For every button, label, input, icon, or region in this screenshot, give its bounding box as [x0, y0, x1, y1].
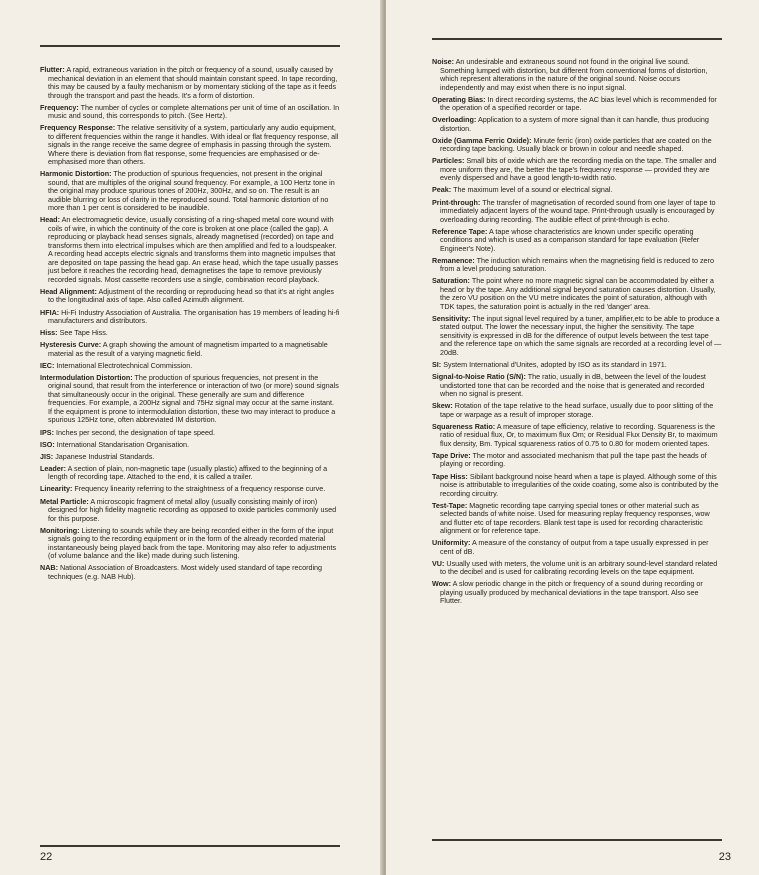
- glossary-term: Sensitivity:: [432, 313, 471, 323]
- glossary-term: SI:: [432, 360, 442, 370]
- glossary-definition: The point where no more magnetic signal can be accommodated by either a head or by the tape. Any additional signal beyond saturation causes distortion. Usually, the zero VU position on the VU metre indicates the point of saturation, although with TDK tapes, the saturation point is actually in the red 'danger' area.: [440, 276, 716, 311]
- glossary-entry: [432, 452, 722, 469]
- glossary-definition: A section of plain, non-magnetic tape (usually plastic) affixed to the beginning of a length of recording tape. Attached to the end, it is called a trailer.: [48, 463, 328, 482]
- glossary-entry: [40, 66, 340, 100]
- glossary-term: Monitoring:: [40, 525, 80, 535]
- glossary-definition: Application to a system of more signal than it can handle, thus producing distortion.: [440, 115, 709, 133]
- glossary-term: Leader:: [40, 463, 66, 473]
- glossary-entries: [432, 58, 722, 609]
- glossary-term: Test-Tape:: [432, 500, 468, 510]
- bottom-rule: [432, 839, 722, 841]
- glossary-definition: Small bits of oxide which are the recording media on the tape. The smaller and more uniform they are, the better the tape's frequency response — provided they are evenly dispersed and have a good length-to-width ratio.: [440, 156, 717, 183]
- glossary-term: Oxide (Gamma Ferric Oxide):: [432, 135, 532, 145]
- glossary-definition: A rapid, extraneous variation in the pitch or frequency of a sound, usually caused by mechanical deviation in an element that should maintain constant speed. In tape recording, this may be caused by a faulty mechanism or by momentary sticking of the tape as it feeds through the transport and past the heads. It's a form of distortion.: [48, 65, 338, 100]
- glossary-term: IPS:: [40, 427, 54, 437]
- glossary-term: Flutter:: [40, 65, 65, 74]
- glossary-entry: [40, 362, 340, 371]
- glossary-entry: [432, 137, 722, 154]
- glossary-entry: [40, 441, 340, 450]
- glossary-definition: The induction which remains when the magnetising field is reduced to zero from a level producing saturation.: [440, 255, 714, 274]
- glossary-definition: The ratio, usually in dB, between the level of the loudest undistorted tone that can be recorded and the noise that is generated and recorded when no signal is present.: [440, 372, 706, 399]
- glossary-definition: Adjustment of the recording or reproducing head so that it's at right angles to the longitudinal axis of tape. Also called Azimuth alignment.: [48, 286, 334, 305]
- glossary-term: IEC:: [40, 360, 55, 370]
- glossary-entry: [40, 341, 340, 358]
- glossary-entry: [432, 580, 722, 606]
- glossary-definition: The motor and associated mechanism that pull the tape past the heads of playing or recording.: [440, 450, 707, 469]
- glossary-entries: [40, 66, 340, 585]
- glossary-definition: A measure of the constancy of output from a tape usually expressed in per cent of dB.: [440, 538, 709, 556]
- glossary-entry: [40, 453, 340, 462]
- glossary-entry: [432, 373, 722, 399]
- glossary-term: Operating Bias:: [432, 94, 486, 104]
- glossary-term: Signal-to-Noise Ratio (S/N):: [432, 372, 526, 382]
- glossary-entry: [432, 257, 722, 274]
- glossary-term: Metal Particle:: [40, 496, 89, 506]
- glossary-definition: Hi-Fi Industry Association of Australia. The organisation has 19 members of leading hi-fi manufacturers and distributors.: [48, 307, 340, 326]
- glossary-entry: [432, 361, 722, 370]
- glossary-definition: The production of spurious frequencies, not present in the original sound, that are multiples of the original sound frequency. For example, a 100 Hertz tone in the original may produce spurious tones of 200Hz, 300Hz, and so on. The result is an audible blurring or loss of clarity in the reproduced sound. Total harmonic distortion of no more than 1 per cent is considered to be inaudible.: [48, 169, 335, 213]
- glossary-definition: Rotation of the tape relative to the head surface, usually due to poor slitting of the tape or warpage as a result of improper storage.: [440, 401, 714, 419]
- glossary-term: Noise:: [432, 57, 454, 66]
- glossary-term: Intermodulation Distortion:: [40, 372, 133, 382]
- top-rule: [40, 45, 340, 47]
- glossary-definition: In direct recording systems, the AC bias level which is recommended for the operation of a specified recorder or tape.: [440, 94, 717, 113]
- glossary-term: Hysteresis Curve:: [40, 340, 102, 350]
- glossary-definition: Usually used with meters, the volume unit is an arbitrary sound-level standard related to the decibel and is used for calibrating recording levels on the tape equipment.: [440, 558, 718, 577]
- glossary-entry: [40, 498, 340, 524]
- glossary-term: Tape Hiss:: [432, 471, 468, 481]
- glossary-entry: [432, 96, 722, 113]
- glossary-definition: A tape whose characteristics are known under specific operating conditions and which is used as a comparison standard for tape evaluation (Refer Engineer's Note).: [440, 226, 700, 253]
- glossary-term: JIS:: [40, 451, 54, 461]
- glossary-entry: [432, 423, 722, 449]
- top-rule: [432, 38, 722, 40]
- glossary-definition: A slow periodic change in the pitch or frequency of a sound during recording or playing usually produced by mechanical deviations in the tape transport. Also see Flutter.: [440, 579, 703, 606]
- glossary-term: ISO:: [40, 439, 55, 449]
- glossary-term: Squareness Ratio:: [432, 421, 496, 431]
- glossary-definition: An electromagnetic device, usually consisting of a ring-shaped metal core wound with coils of wire, in which the continuity of the core is broken at one place (called the gap). A reproducing or playback head senses signals, already magnetised (recorded) on tape and transforms them into electrical impulses which are then amplified and fed to a loudspeaker. A recording head accepts electric signals and transforms them into magnetic impulses that are deposited on tape passing the head gap. An erase head, which the tape usually passes just before it reaches the recording head, demagnetises the tape to remove previously recorded signals. Most cassette recorders use a single, combination record playback.: [48, 215, 339, 284]
- glossary-definition: An undesirable and extraneous sound not found in the original live sound. Something lumped with distortion, but different from conventional forms of distortion, which represent alterations in the nature of the original sound. Noise occurs independently and may exist when there is no input signal.: [440, 57, 708, 92]
- glossary-definition: The transfer of magnetisation of recorded sound from one layer of tape to immediately adjacent layers of the wound tape. Print-through usually is encouraged by overloading during recording. The audible effect of print-through is echo.: [440, 197, 716, 224]
- glossary-term: Particles:: [432, 156, 465, 166]
- glossary-entry: [40, 309, 340, 326]
- glossary-definition: Sibilant background noise heard when a tape is played. Although some of this noise is attributable to irregularities of the oxide coating, some also is contributed by the recording circuitry.: [440, 471, 719, 498]
- glossary-entry: [40, 216, 340, 284]
- glossary-entry: [432, 315, 722, 358]
- glossary-entry: [40, 374, 340, 425]
- glossary-definition: Frequency linearity referring to the straightness of a frequency response curve.: [74, 484, 326, 494]
- glossary-term: Harmonic Distortion:: [40, 169, 112, 179]
- page-number: 22: [40, 851, 53, 863]
- glossary-term: Wow:: [432, 579, 452, 589]
- glossary-term: NAB:: [40, 563, 58, 573]
- glossary-entry: [40, 124, 340, 167]
- glossary-definition: National Association of Broadcasters. Most widely used standard of tape recording techniques (e.g. NAB Hub).: [48, 563, 323, 581]
- glossary-term: Reference Tape:: [432, 226, 488, 236]
- glossary-definition: International Standarisation Organisation.: [56, 439, 190, 449]
- glossary-definition: The input signal level required by a tuner, amplifier,etc to be able to produce a stated output. The lower the necessary input, the higher the sensitivity. The tape sensitivity is expressed in dB for the difference of output levels between the test tape and the reference tape on which the same signals are recorded at a recording level of — 20dB.: [440, 313, 722, 357]
- glossary-entry: [432, 157, 722, 183]
- glossary-entry: [432, 277, 722, 311]
- bottom-rule: [40, 845, 340, 847]
- glossary-definition: A microscopic fragment of metal alloy (usually consisting mainly of iron) designed for high fidelity magnetic recording as opposed to oxide particles commonly used for this purpose.: [48, 496, 337, 523]
- glossary-term: Peak:: [432, 185, 452, 195]
- glossary-term: VU:: [432, 558, 445, 568]
- glossary-definition: The production of spurious frequencies, not present in the original sound, that result from the interference or interaction of two (or more) sound signals that simultaneously occur in the original. These generally are sum and difference frequencies. For example, a 200Hz signal and 75Hz signal may occur at the same instant. If the equipment is prone to intermodulation distortion, these two may interact to produce a spurious 125Hz tone, often abbreviated IM distortion.: [48, 372, 339, 425]
- glossary-entry: [40, 465, 340, 482]
- glossary-term: Frequency Response:: [40, 123, 116, 133]
- glossary-definition: Japanese Industrial Standards.: [55, 451, 155, 461]
- glossary-entry: [432, 58, 722, 92]
- glossary-entry: [40, 104, 340, 121]
- glossary-definition: Inches per second, the designation of tape speed.: [55, 427, 216, 437]
- glossary-definition: See Tape Hiss.: [59, 328, 108, 338]
- glossary-entry: [40, 429, 340, 438]
- glossary-entry: [432, 228, 722, 254]
- glossary-term: Head:: [40, 215, 60, 225]
- glossary-entry: [432, 539, 722, 556]
- glossary-definition: International Electrotechnical Commission.: [56, 360, 193, 370]
- glossary-entry: [432, 502, 722, 536]
- glossary-entry: [40, 485, 340, 494]
- glossary-term: Overloading:: [432, 115, 477, 125]
- glossary-entry: [432, 186, 722, 195]
- glossary-definition: A measure of tape efficiency, relative to recording. Squareness is the ratio of residual flux, Or, to maximum flux Om; or Residual Flux Density Br, to maximum flux density, Bm. Typical squareness ratios of 0.75 to 0.80 for modern oriented tapes.: [440, 421, 718, 448]
- page-number: 23: [718, 851, 731, 863]
- glossary-entry: [432, 199, 722, 225]
- glossary-definition: Listening to sounds while they are being recorded either in the form of the input signals going to the recording equipment or in the form of the already recorded material instantaneously being played back from the tape. Monitoring may also refer to adjustments (of volume balance and the like) made during such listening.: [48, 525, 337, 561]
- glossary-term: Tape Drive:: [432, 450, 471, 460]
- glossary-term: Remanence:: [432, 255, 475, 265]
- right-page: [386, 0, 759, 875]
- glossary-entry: [432, 116, 722, 133]
- glossary-entry: [40, 329, 340, 338]
- glossary-entry: [432, 560, 722, 577]
- glossary-term: Print-through:: [432, 197, 481, 207]
- glossary-term: Head Alignment:: [40, 286, 97, 296]
- glossary-definition: Minute ferric (iron) oxide particles that are coated on the recording tape backing. Usually black or brown in colour and needle shaped.: [440, 135, 712, 154]
- glossary-term: Skew:: [432, 401, 453, 411]
- glossary-definition: The maximum level of a sound or electrical signal.: [453, 185, 613, 195]
- glossary-entry: [432, 473, 722, 499]
- glossary-entry: [40, 527, 340, 561]
- glossary-entry: [40, 288, 340, 305]
- glossary-definition: A graph showing the amount of magnetism imparted to a magnetisable material as the result of a varying magnetic field.: [48, 340, 328, 358]
- glossary-entry: [40, 564, 340, 581]
- glossary-entry: [432, 402, 722, 419]
- glossary-term: HFIA:: [40, 307, 60, 317]
- glossary-definition: The number of cycles or complete alternations per unit of time of an oscillation. In music and sound, this corresponds to pitch. (See Hertz).: [48, 102, 340, 121]
- glossary-term: Uniformity:: [432, 538, 471, 548]
- glossary-definition: The relative sensitivity of a system, particularly any audio equipment, to different frequencies within the range it handles. With ideal or flat frequency response, all signals in the range receive the same degree of emphasis in passing through the system. Where there is deviation from flat response, some frequencies are emphasised or de-emphasised more than others.: [48, 123, 339, 167]
- glossary-definition: System International d'Unites, adopted by ISO as its standard in 1971.: [443, 360, 667, 370]
- glossary-term: Linearity:: [40, 484, 73, 494]
- glossary-entry: [40, 170, 340, 213]
- glossary-definition: Magnetic recording tape carrying special tones or other material such as selected bands of white noise. Used for measuring replay frequency responses, wow and flutter etc of tape recorders. Blank test tape is used for recording characteristic alignment or for reference tape.: [440, 500, 710, 536]
- glossary-term: Hiss:: [40, 328, 58, 338]
- glossary-term: Saturation:: [432, 276, 470, 286]
- glossary-term: Frequency:: [40, 102, 79, 112]
